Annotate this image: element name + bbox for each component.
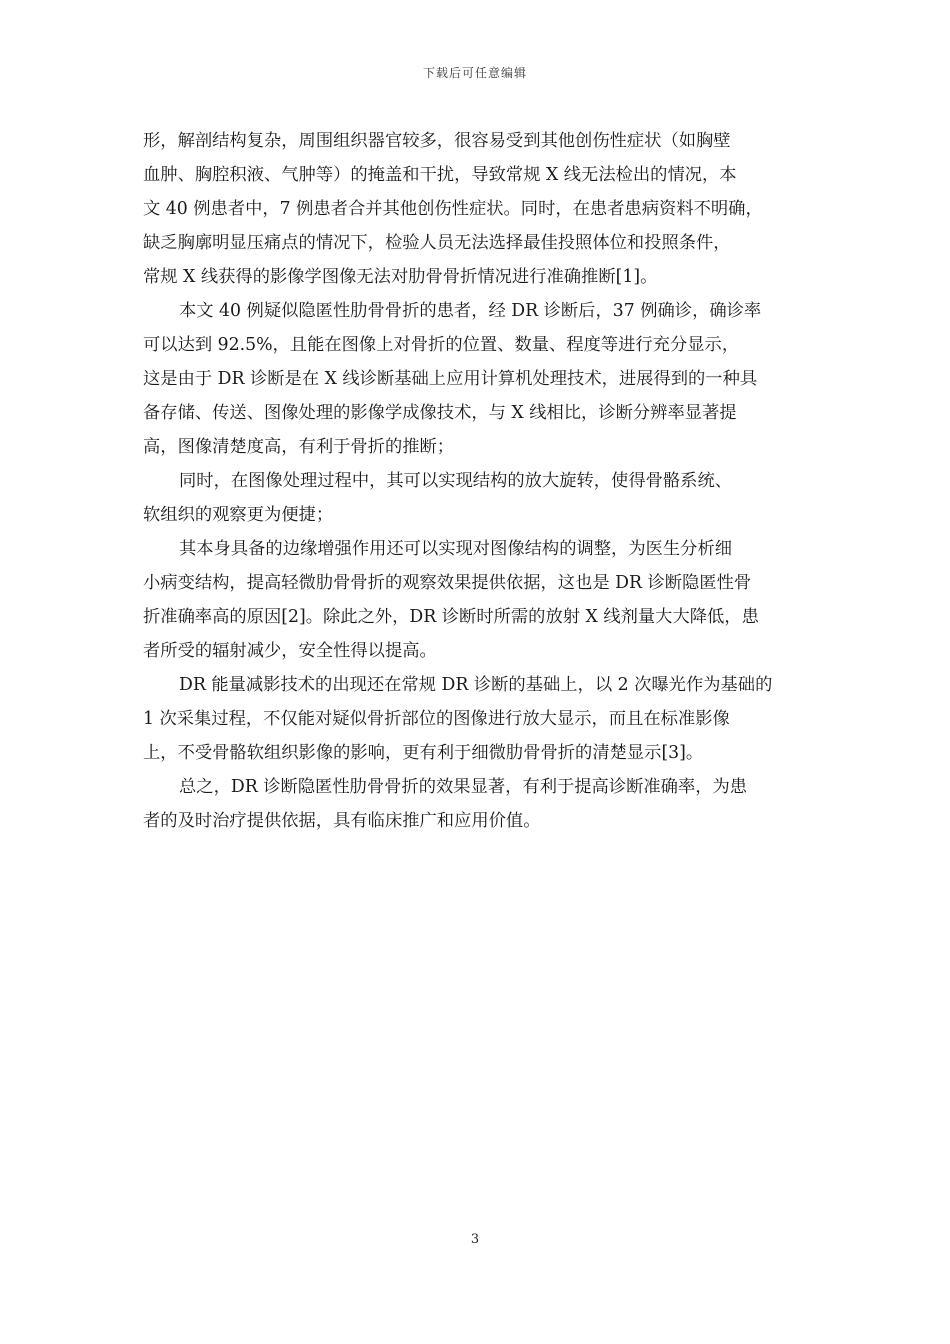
text-line: 这是由于 DR 诊断是在 X 线诊断基础上应用计算机处理技术，进展得到的一种具 [143,369,758,389]
text-line: 常规 X 线获得的影像学图像无法对肋骨骨折情况进行准确推断[1]。 [143,267,658,287]
page-number: 3 [470,1232,480,1247]
text-line: 血肿、胸腔积液、气肿等）的掩盖和干扰，导致常规 X 线无法检出的情况，本 [143,165,737,185]
text-line: 软组织的观察更为便捷； [143,505,334,525]
paragraph-first-line: 总之，DR 诊断隐匿性肋骨骨折的效果显著，有利于提高诊断准确率，为患 [179,777,748,797]
text-line: 备存储、传送、图像处理的影像学成像技术，与 X 线相比，诊断分辨率显著提 [143,403,737,423]
body-text [143,124,807,838]
text-line: 可以达到 92.5%，且能在图像上对骨折的位置、数量、程度等进行充分显示， [143,335,740,355]
page-header: 下载后可任意编辑 [422,66,527,80]
paragraph-first-line: 其本身具备的边缘增强作用还可以实现对图像结构的调整，为医生分析细 [179,539,733,559]
text-line: 1 次采集过程，不仅能对疑似骨折部位的图像进行放大显示，而且在标准影像 [143,709,730,729]
text-line: 高，图像清楚度高，有利于骨折的推断； [143,437,455,457]
text-line: 小病变结构，提高轻微肋骨骨折的观察效果提供依据，这也是 DR 诊断隐匿性骨 [143,573,752,593]
paragraph-first-line: 同时，在图像处理过程中，其可以实现结构的放大旋转，使得骨骼系统、 [179,471,733,491]
text-line: 者所受的辐射减少，安全性得以提高。 [143,641,437,661]
text-line: 上，不受骨骼软组织影像的影响，更有利于细微肋骨骨折的清楚显示[3]。 [143,743,704,763]
text-line: 文 40 例患者中，7 例患者合并其他创伤性症状。同时，在患者患病资料不明确， [143,199,763,219]
paragraph-first-line: DR 能量减影技术的出现还在常规 DR 诊断的基础上，以 2 次曝光作为基础的 [179,675,773,695]
paragraph-first-line: 本文 40 例疑似隐匿性肋骨骨折的患者，经 DR 诊断后，37 例确诊，确诊率 [179,301,762,321]
text-line: 形，解剖结构复杂，周围组织器官较多，很容易受到其他创伤性症状（如胸壁 [143,131,731,151]
text-line: 折准确率高的原因[2]。除此之外，DR 诊断时所需的放射 X 线剂量大大降低，患 [143,607,759,627]
text-line: 者的及时治疗提供依据，具有临床推广和应用价值。 [143,811,541,831]
text-line: 缺乏胸廓明显压痛点的情况下，检验人员无法选择最佳投照体位和投照条件， [143,233,731,253]
